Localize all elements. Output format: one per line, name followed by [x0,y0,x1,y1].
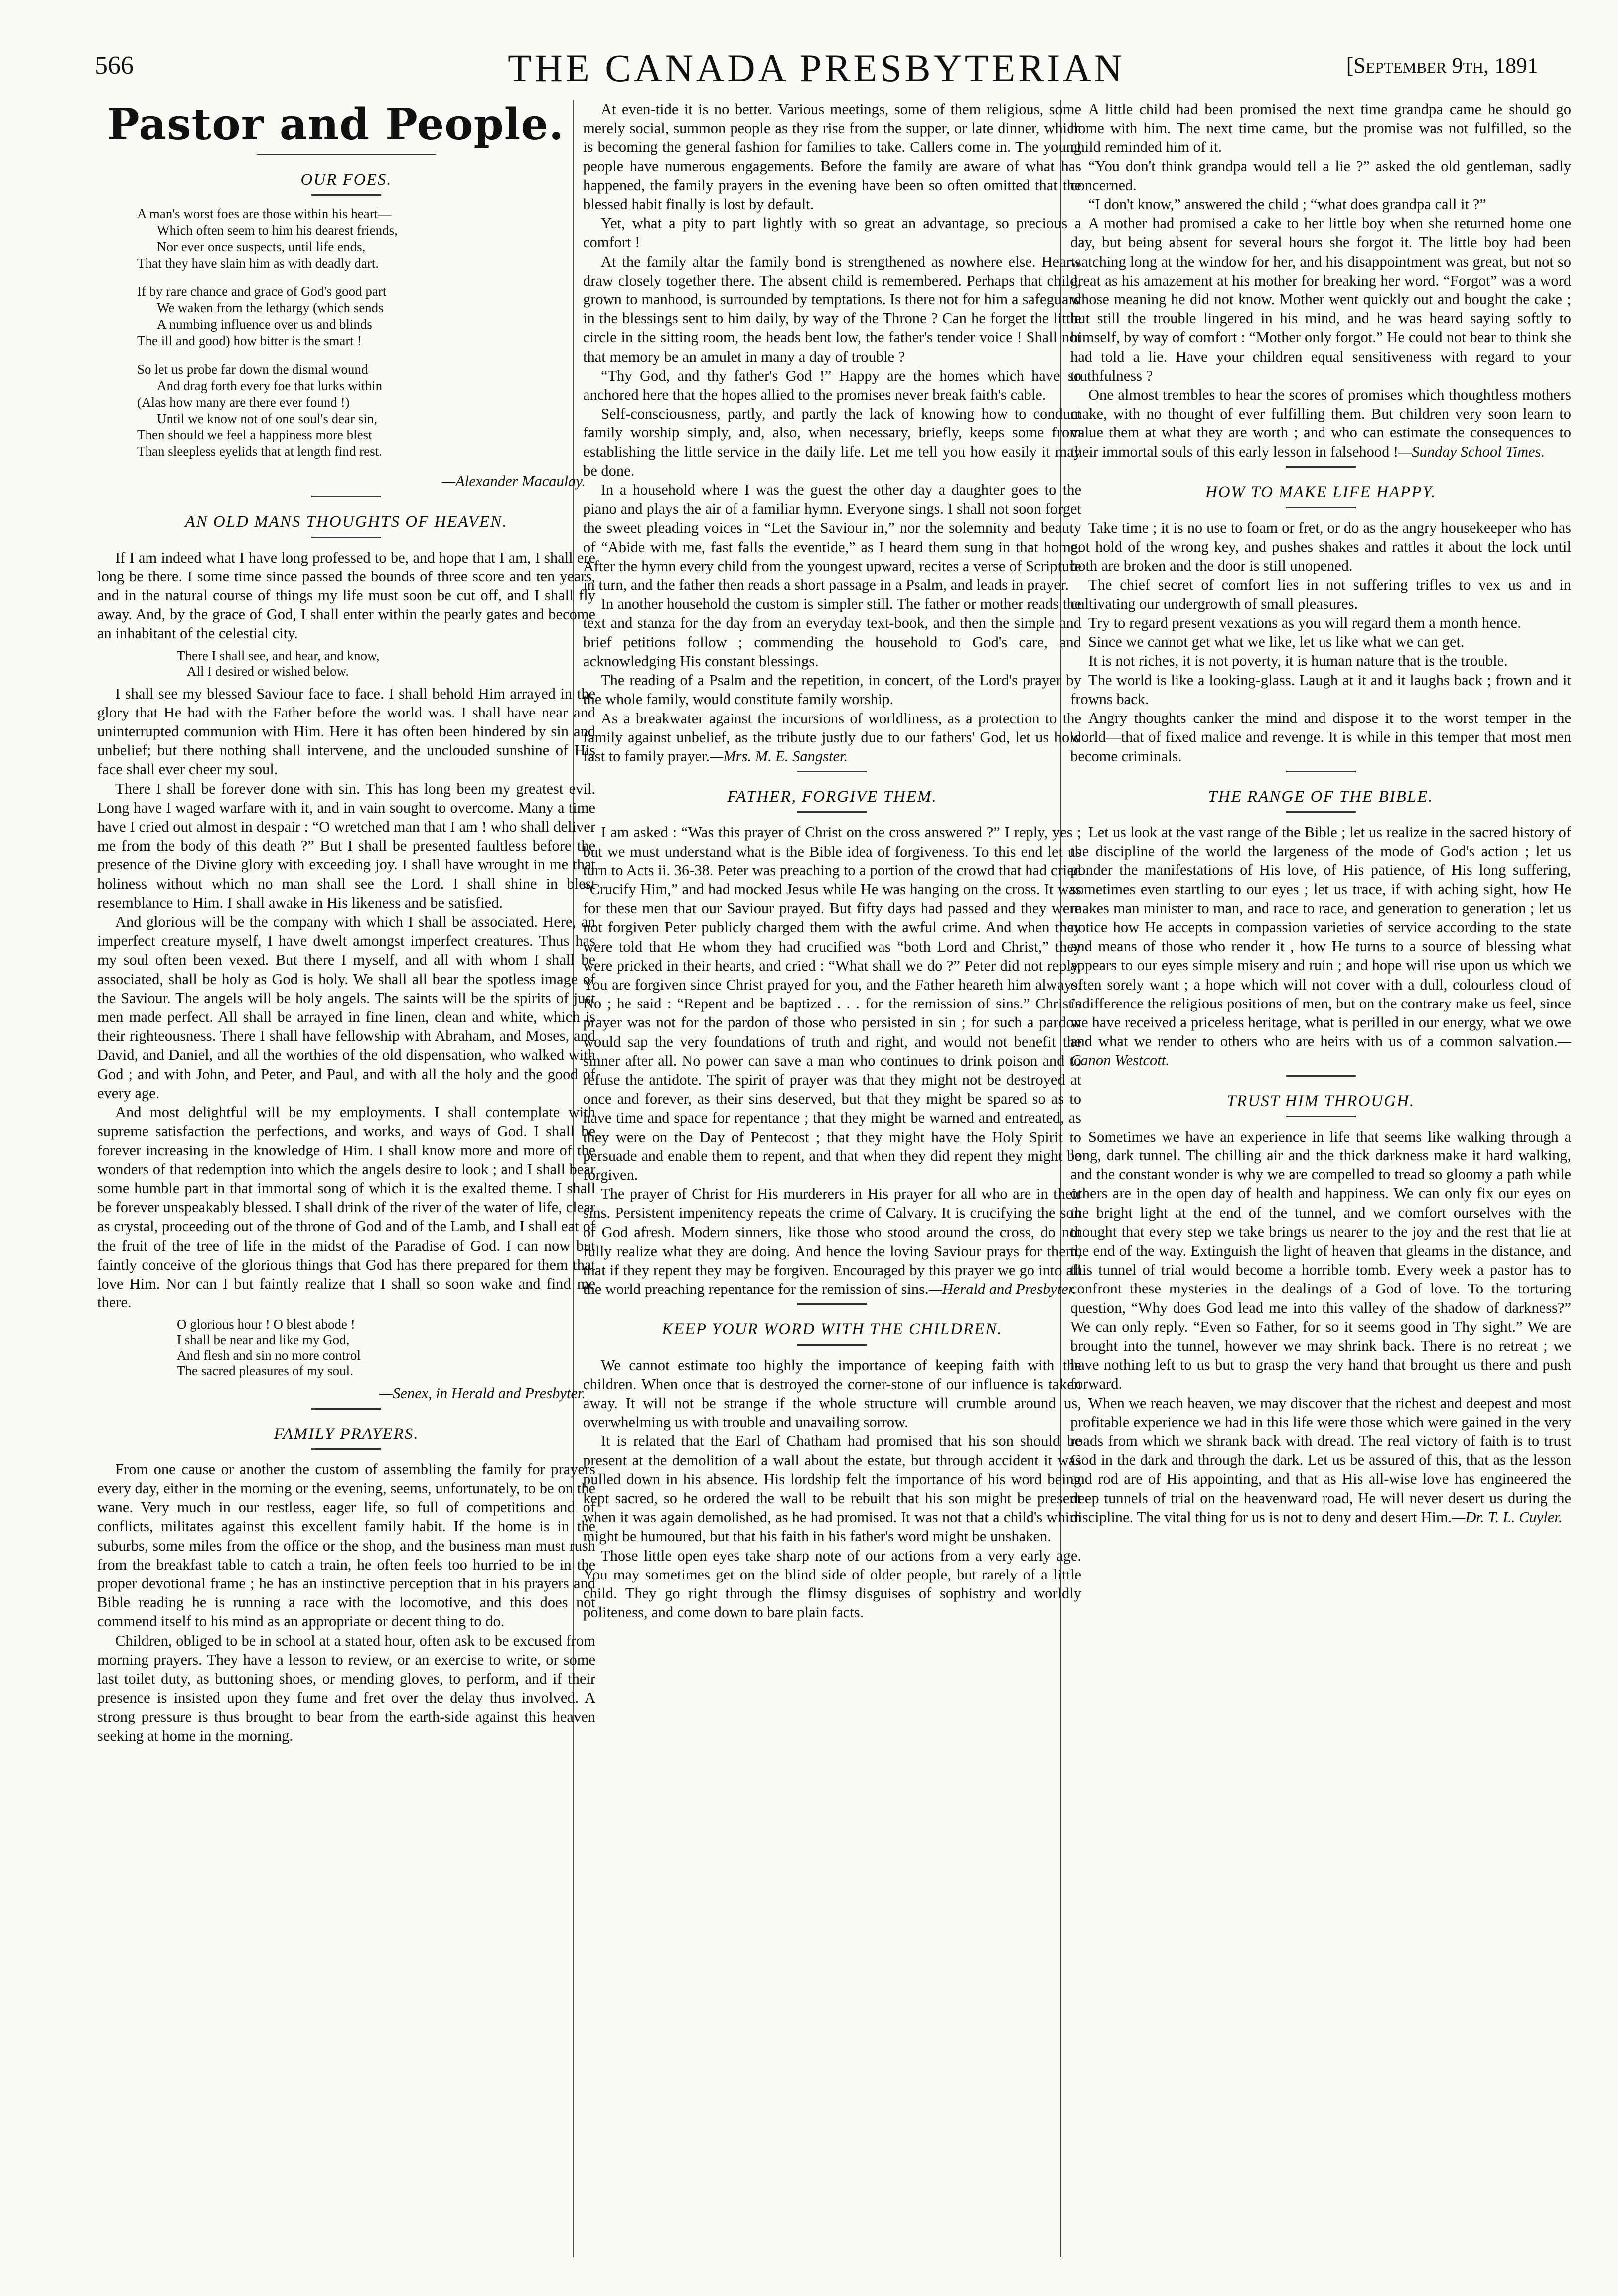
poem-our-foes [137,206,595,460]
verse-line: The sacred pleasures of my soul. [177,1363,353,1379]
column-3 [1070,100,1571,1527]
newspaper-title: THE CANADA PRESBYTERIAN [508,46,1125,90]
paragraph: Sometimes we have an experience in life that seems like walking through a long, dark tunnel. The chilling air and the thick darkness make it hard walking, and the constant wonder is why we are compelled to tread so gloomy a path while others are in the open day of health and happiness. We can only fix our eyes on the bright light at the end of the tunnel, and we comfort ourselves with the thought that every step we take brings us nearer to the joy and the rest that lie at the end of the way. Extinguish the light of heaven that gleams in the distance, and this tunnel of trial would become a horrible tomb. Every week a pastor has to confront these mysteries in the dealings of a God of love. To the torturing question, “Why does God lead me into this valley of the shadow of darkness?” We can only reply. “Even so Father, for so it seems good in Thy sight.” We are brought into the tunnel, however we may shrink back. There is no retreat ; we have nothing left to us but to grasp the very hand that brought us there and push forward. [1070,1128,1571,1393]
paragraph: At even-tide it is no better. Various meetings, some of them religious, some merely social, summon people as they rise from the supper, or late dinner, which is becoming the general fashion for families to take. Callers come in. The young people have numerous engagements. Before the family are aware of what has happened, the family prayers in the evening have been so often omitted that the blessed habit finally is lost by default. [583,101,1081,213]
paragraph [1070,1394,1571,1527]
paragraph: From one cause or another the custom of assembling the family for prayers every day, either in the morning or the evening, seems, unfortunately, to be on the wane. Very much in our restless, eager life, so full of competitions and of conflicts, militates against this excellent family habit. If the home is in the suburbs, some miles from the office or the shop, and the business man must rush from the breakfast table to catch a train, he often feels too hurried to be in the proper devotional frame ; he has an instinctive perception that in his prayers and Bible reading he is running a race with the locomotive, and this does not commend itself to his mind as an appropriate or decent thing to do. [97,1460,595,1630]
divider [797,1303,867,1305]
article-author: —Mrs. M. E. Sangster. [710,747,848,765]
paragraph-text: One almost trembles to hear the scores of promises which thoughtless mothers make, with no thought of ever fulfilling them. But children very soon learn to value them at what they are worth ; and who can estimate the consequences to their immortal souls of this early lesson in falsehood ! [1070,386,1571,460]
article-heading-family-prayers: FAMILY PRAYERS. [274,1425,419,1443]
paragraph: Children, obliged to be in school at a stated hour, often ask to be excused from morning prayers. They have a lesson to review, or an exercise to write, or some last toilet duty, as buttoning shoes, or mending gloves, to perform, and if their presence is insisted upon they fume and fret over the delay thus involved. A strong pressure is thus brought to bear from the earth-side against this heaven seeking at home in the morning. [97,1632,595,1744]
poem-line: That they have slain him as with deadly dart. [137,256,379,271]
article-heading-life-happy: HOW TO MAKE LIFE HAPPY. [1205,483,1437,501]
paragraph: I shall see my blessed Saviour face to face. I shall behold Him arrayed in the glory that He had with the Father before the world was. I shall have near and uninterrupted communion with Him. Here it has often been hindered by sin and unbelief; but there nothing shall intervene, and the unclouded sunshine of His face shall ever cheer my soul. [97,685,595,778]
divider [311,496,381,497]
paragraph: Yet, what a pity to part lightly with so great an advantage, so precious a comfort ! [583,215,1081,251]
paragraph: At the family altar the family bond is strengthened as nowhere else. Hearts draw closely together there. The absent child is remembered. Perhaps that child, grown to manhood, is surrounded by temptations. Is there not for him a safeguard in the blessings sent to him daily, by way of the Throne ? Can he forget the little circle in the sitting room, the heads bent low, the father's tender voice ! Shall not that memory be an amulet in many a day of trouble ? [583,253,1081,365]
divider [797,811,867,813]
paragraph: And glorious will be the company with which I shall be associated. Here, an imperfect creature myself, I have dwelt amongst imperfect creatures. Thus has my soul often been vexed. But there I myself, and all with whom I shall be associated, shall be holy as God is holy. We shall all bear the spotless image of the Saviour. The angels will be holy angels. The saints will be the spirits of just men made perfect. All shall be arrayed in fine linen, clean and white, which is their righteousness. There I shall have fellowship with Abraham, and Moses, and David, and Daniel, and all the worthies of the old dispensation, who walked with God ; and with John, and Peter, and Paul, and with all the holy and the good of every age. [97,913,595,1102]
poem-line: Then should we feel a happiness more blest [137,428,372,443]
divider [1286,771,1356,772]
poem-line: So let us probe far down the dismal wound [137,362,368,377]
paragraph-text: Let us look at the vast range of the Bible ; let us realize in the sacred history of the discipline of the world the largeness of the mode of God's action ; let us ponder the manifestations of His love, of His patience, of His long suffering, sometimes even startling to our eyes ; let us trace, if with aching sight, how He makes man minister to man, and race to race, and generation to generation ; let us notice how He accepts in compassion varieties of service according to the state and means of those who render it , how He turns to a source of blessing what appears to our eyes simple misery and ruin ; and hope will rise upon us which we often sorely want ; a hope which will not cover with a dull, colourless cloud of indifference the religious positions of men, but on the contrary make us feel, since we have received a priceless heritage, what is perilled in our energy, what we owe and what we render to others who are heirs with us of a common salvation. [1070,823,1571,1050]
divider [257,154,436,155]
paragraph: The reading of a Psalm and the repetition, in concert, of the Lord's prayer by the whole family, would constitute family worship. [583,672,1081,708]
column-2 [583,100,1081,1622]
poem-line: The ill and good) how bitter is the smart ! [137,333,362,349]
paragraph: Try to regard present vexations as you will regard them a month hence. [1088,614,1521,632]
poem-line: Which often seem to him his dearest friends, [157,223,398,238]
verse-line: O glorious hour ! O blest abode ! [177,1317,355,1332]
page-number: 566 [95,51,134,80]
verse-line: And flesh and sin no more control [177,1348,361,1363]
paragraph: “You don't think grandpa would tell a lie ?” asked the old gentleman, sadly concerned. [1070,157,1571,194]
divider [1286,1075,1356,1077]
paragraph [1070,385,1571,461]
poem-line: A numbing influence over us and blinds [157,317,372,332]
paragraph: The world is like a looking-glass. Laugh at it and it laughs back ; frown and it frowns back. [1070,671,1571,708]
paragraph: It is related that the Earl of Chatham had promised that his son should be present at the demolition of a wall about the estate, but through accident it was pulled down in his absence. His lordship felt the importance of his word being kept sacred, so he ordered the wall to be rebuilt that his son might be present when it was again demolished, as he had promised. It was not that a child's whim might be humoured, but that his faith in his father's word might be unshaken. [583,1433,1081,1545]
poem-line: (Alas how many are there ever found !) [137,395,350,410]
verse-line: I shall be near and like my God, [177,1332,350,1348]
article-heading-father-forgive: FATHER, FORGIVE THEM. [727,788,937,806]
column-1 [97,100,595,1745]
divider [1286,811,1356,813]
verse-inset [177,1317,595,1379]
paragraph: A little child had been promised the next time grandpa came he should go home with him. The next time came, but the promise was not fulfilled, so the child reminded him of it. [1070,101,1571,156]
divider [797,1344,867,1346]
paragraph: We cannot estimate too highly the importance of keeping faith with the children. When once that is destroyed the corner-stone of our influence is taken away. It will not be strange if the whole structure will crumble around us, overwhelming us with trouble and unavailing sorrow. [583,1356,1081,1431]
divider [311,194,381,196]
paragraph: It is not riches, it is not poverty, it is human nature that is the trouble. [1088,652,1508,670]
paragraph: In a household where I was the guest the other day a daughter goes to the piano and plays the air of a familiar hymn. Everyone sings. I shall not soon forget the sweet pleading voices in “Let the Saviour in,” nor the solemnity and beauty of “Abide with me, fast falls the eventide,” as I heard them sung in that home. After the hymn every child from the youngest upward, recites a verse of Scripture in turn, and the father then reads a short passage in a Psalm, and leads in prayer. [583,481,1081,594]
issue-date: [September 9th, 1891 [1346,53,1538,78]
paragraph [583,1184,1081,1298]
article-author: —Canon Westcott. [1070,1033,1571,1069]
article-heading-old-man: AN OLD MANS THOUGHTS OF HEAVEN. [185,513,508,531]
divider [1286,1116,1356,1117]
paragraph: If I am indeed what I have long professed to be, and hope that I am, I shall ere long be there. I some time since passed the bounds of three score and ten years, and in the natural course of things my life must soon be cut off, and I shall fly away. And, by the grace of God, I shall enter within the pearly gates and become an inhabitant of the celestial city. [97,549,595,642]
article-author: —Senex, in Herald and Presbyter. [379,1385,586,1402]
poem-author: —Alexander Macaulay. [442,473,586,490]
poem-line: We waken from the lethargy (which sends [157,300,384,316]
verse-line: All I desired or wished below. [187,663,349,679]
page-header [95,46,1538,91]
article-heading-trust-him: TRUST HIM THROUGH. [1226,1092,1415,1110]
paragraph: There I shall be forever done with sin. This has long been my greatest evil. Long have I waged warfare with it, and in vain sought to overcome. Many a time have I cried out almost in despair : “O wretched man that I am ! who shall deliver me from the body of this death ?” But I shall be presented faultless before the presence of the Divine glory with exceeding joy. I shall have wrought in me that holiness without which no man shall see the Lord. I shall shine in blest resemblance to Him. I shall awake in His likeness and be satisfied. [97,780,595,911]
paragraph [583,709,1081,766]
divider [311,1408,381,1410]
paragraph: In another household the custom is simpler still. The father or mother reads the text and stanza for the day from an everyday text-book, and then the simple and brief petitions follow ; commending the household to God's care, and acknowledging His constant blessings. [583,595,1081,670]
verse-line: There I shall see, and hear, and know, [177,648,380,663]
poem-line: Than sleepless eyelids that at length find rest. [137,444,382,459]
divider [1286,466,1356,468]
poem-line: Until we know not of one soul's dear sin, [157,411,378,427]
paragraph: Take time ; it is no use to foam or fret, or do as the angry housekeeper who has got hold of the wrong key, and pushes shakes and rattles it about the lock until both are broken and the door is still unopened. [1070,519,1571,574]
divider [797,771,867,772]
poem-stanza [137,284,595,349]
paragraph [1070,823,1571,1070]
article-author: —Sunday School Times. [1398,443,1545,460]
article-heading-our-foes: OUR FOES. [300,171,392,189]
paragraph: And most delightful will be my employments. I shall contemplate with supreme satisfaction the perfections, and works, and ways of God. I shall be forever increasing in the knowledge of Him. I shall know more and more of the wonders of that redemption into which the angels desire to look ; and I shall bear some humble part in that immortal song of which it is the exalted theme. I shall be forever unspeakably blessed. I shall drink of the river of the water of life, clear as crystal, proceeding out of the throne of God and of the Lamb, and I shall eat of the fruit of the tree of life in the midst of the Paradise of God. I can now but faintly conceive of the glorious things that God has there prepared for them that love Him. Nor can I but faintly realize that I shall so soon wake and find me there. [97,1104,595,1311]
poem-stanza [137,361,595,460]
divider [311,537,381,538]
section-masthead: Pastor and People. [107,99,565,149]
paragraph: Since we cannot get what we like, let us like what we can get. [1088,633,1465,651]
paragraph-text: The prayer of Christ for His murderers in His prayer for all who are in their sins. Persistent impenitency repeats the crime of Calvary. It is crucifying the son of God afresh. Modern sinners, like those who stood around the cross, do not fully realize what they are doing. And hence the loving Saviour prays for them, that if they repent they may be forgiven. Encouraged by this prayer we go into all the world preaching repentance for the remission of sins. [583,1185,1081,1298]
poem-stanza [137,206,595,272]
poem-line: And drag forth every foe that lurks within [157,378,383,394]
paragraph-text: As a breakwater against the incursions of worldliness, as a protection to the family against unbelief, as the tribute justly due to our fathers' God, let us hold fast to family prayer. [583,710,1081,765]
paragraph: “I don't know,” answered the child ; “what does grandpa call it ?” [1088,196,1486,213]
article-heading-keep-word: KEEP YOUR WORD WITH THE CHILDREN. [662,1320,1003,1339]
article-author: —Dr. T. L. Cuyler. [1452,1508,1563,1526]
poem-line: Nor ever once suspects, until life ends, [157,239,366,255]
poem-line: A man's worst foes are those within his heart— [137,206,392,222]
paragraph: A mother had promised a cake to her little boy when she returned home one day, but being absent for several hours she forgot it. The little boy had been watching long at the window for her, and his disappointment was great, but not so great as his amazement at his mother for breaking her word. “Forgot” was a word whose meaning he did not know. Mother went quickly out and bought the cake ; but still the trouble lingered in his mind, and he was heard saying softly to himself, by way of comfort : “Mother only forgot.” He could not bear to think she had told a lie. Have your children equal sensitiveness with regard to your truthfulness ? [1070,215,1571,384]
paragraph: Self-consciousness, partly, and partly the lack of knowing how to conduct family worship simply, and, also, when necessary, briefly, keeps some from establishing the little service in the daily life. Let me tell you how easily it may be done. [583,405,1081,479]
verse-inset [177,648,595,679]
paragraph: Those little open eyes take sharp note of our actions from a very early age. You may sometimes get on the blind side of older people, but rarely of a little child. They go right through the flimsy disguises of sophistry and worldly politeness, and come down to bare plain facts. [583,1547,1081,1621]
paragraph: “Thy God, and thy father's God !” Happy are the homes which have so anchored here that the hopes allied to the promises never break faith's cable. [583,367,1081,404]
article-heading-range-bible: THE RANGE OF THE BIBLE. [1208,787,1434,806]
paragraph-text: When we reach heaven, we may discover that the richest and deepest and most profitable experience we had in this life were those which were gained in the very roads from which we shrank back with dread. The real victory of faith is to trust God in the dark and through the dark. Let us be assured of this, that as the lesson and rod are of His appointing, and that as His all-wise love has engineered the deep tunnels of trial on the heavenward road, He will never desert us during the discipline. The vital thing for us is not to deny and desert Him. [1070,1394,1571,1526]
paragraph: Angry thoughts canker the mind and dispose it to the worst temper in the world—that of fixed malice and revenge. It is while in this temper that most men become criminals. [1070,710,1571,765]
divider [311,1448,381,1450]
article-author: —Herald and Presbyter. [928,1281,1076,1298]
paragraph: The chief secret of comfort lies in not suffering trifles to vex us and in cultivating our undergrowth of small pleasures. [1070,576,1571,612]
paragraph: I am asked : “Was this prayer of Christ on the cross answered ?” I reply, yes ; but we must understand what is the Bible idea of forgiveness. To this end let us turn to Acts ii. 36-38. Peter was preaching to a portion of the crowd that had cried “Crucify Him,” and had mocked Jesus while He was hanging on the cross. It was for these men that our Saviour prayed. But fifty days had passed and they were not forgiven Peter publicly charged them with the awful crime. And when they were told that He whom they had crucified was “both Lord and Christ,” they were pricked in their hearts, and cried : “What shall we do ?” Peter did not reply, You are forgiven since Christ prayed for you, and the Father heareth him always. No ; he said : “Repent and be baptized . . . for the remission of sins.” Christ's prayer was not for the pardon of those who persisted in sin ; for such a pardon would sap the very foundations of truth and right, and would not benefit the sinner after all. No power can save a man who continues to drink poison and to refuse the antidote. The spirit of prayer was that they might not be destroyed at once and forever, as their sins deserved, but that they might be spared so as to have time and space for repentance ; that they might be warned and entreated, as they were on the Day of Pentecost ; that they might have the Holy Spirit to persuade and enable them to repent, and that when they did repent they might be forgiven. [583,824,1081,1183]
divider [1286,507,1356,508]
poem-line: If by rare chance and grace of God's good part [137,284,387,299]
